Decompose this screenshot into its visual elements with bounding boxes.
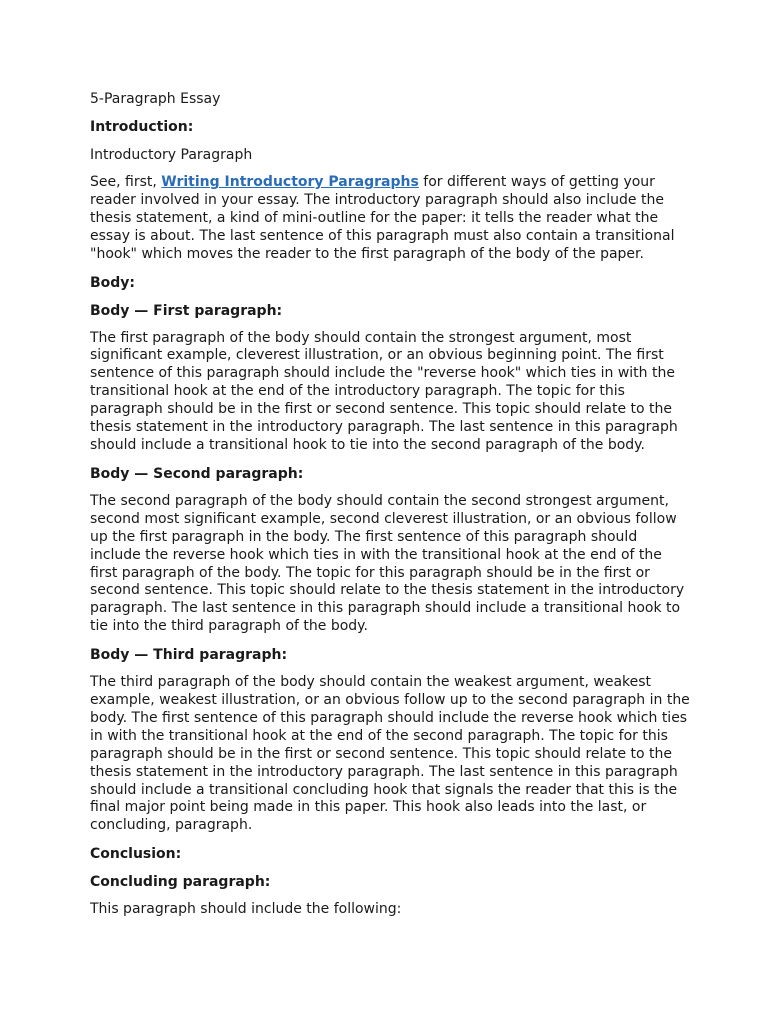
concluding-paragraph-heading: Concluding paragraph: [90,874,271,891]
introduction-heading: Introduction: [90,119,194,135]
concluding-paragraph-text: This paragraph should include the following: [90,901,402,918]
writing-introductory-paragraphs-link[interactable]: Writing Introductory Paragraphs [161,174,419,190]
document-page [90,90,690,929]
body-third-paragraph-heading: Body — Third paragraph: [90,647,288,664]
body-heading: Body: [90,274,136,291]
body-first-paragraph-text: The first paragraph of the body should contain the strongest argument, most significant example, cleverest illustration, or an obvious beginning point. The first sentence of this paragraph should include the "reverse hook" which ties in with the transitional hook at the end of the introductory paragraph. The topic for this paragraph should be in the first or second sentence. This topic should relate to the thesis statement in the introductory paragraph. The last sentence in this paragraph should include a transitional hook to tie into the second paragraph of the body. [90,329,678,453]
intro-body: for different ways of getting your reader involved in your essay. The introductory paragraph should also include the thesis statement, a kind of mini-outline for the paper: it tells the reader what the essay is about. The last sentence of this paragraph must also contain a transitional "hook" which moves the reader to the first paragraph of the body of the paper. [90,174,675,262]
intro-prefix: See, first, [90,174,162,190]
document-title: 5-Paragraph Essay [90,91,221,107]
body-second-paragraph-heading: Body — Second paragraph: [90,465,304,482]
body-first-paragraph-heading: Body — First paragraph: [90,302,283,319]
introductory-paragraph-text [90,174,690,264]
body-second-paragraph-text: The second paragraph of the body should contain the second strongest argument, second most significant example, second cleverest illustration, or an obvious follow up the first paragraph in the body. The first sentence of this paragraph should include the reverse hook which ties in with the transitional hook at the end of the first paragraph of the body. The topic for this paragraph should be in the first or second sentence. This topic should relate to the thesis statement in the introductory paragraph. The last sentence in this paragraph should include a transitional hook to tie into the third paragraph of the body. [90,492,685,635]
conclusion-heading: Conclusion: [90,846,182,863]
body-third-paragraph-text: The third paragraph of the body should contain the weakest argument, weakest example, weakest illustration, or an obvious follow up to the second paragraph in the body. The first sentence of this paragraph should include the reverse hook which ties in with the transitional hook at the end of the second paragraph. The topic for this paragraph should be in the first or second sentence. This topic should relate to the thesis statement in the introductory paragraph. The last sentence in this paragraph should include a transitional concluding hook that signals the reader that this is the final major point being made in this paper. This hook also leads into the last, or concluding, paragraph. [90,674,690,834]
introductory-paragraph-heading: Introductory Paragraph [90,147,253,163]
